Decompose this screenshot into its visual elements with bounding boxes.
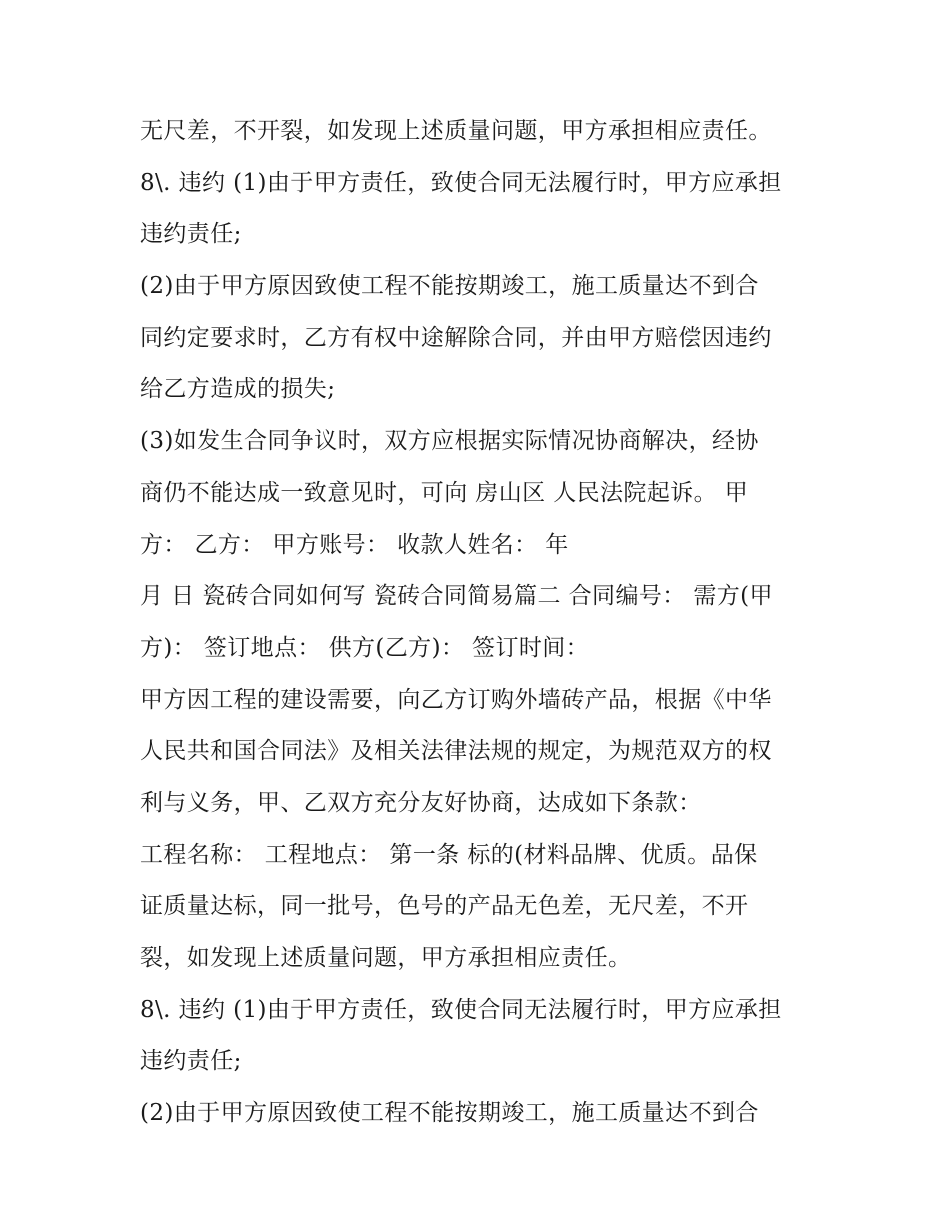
document-body <box>140 106 830 1140</box>
text-line-2: 8\. 违约 (1)由于甲方责任，致使合同无法履行时，甲方应承担 <box>140 169 782 196</box>
text-line-19: 违约责任; <box>140 1048 242 1075</box>
text-line-8: 商仍不能达成一致意见时，可向 房山区 人民法院起诉。 甲 <box>140 479 749 506</box>
text-line-15: 工程名称： 工程地点： 第一条 标的(材料品牌、优质。品保 <box>140 841 758 868</box>
text-line-6: 给乙方造成的损失; <box>140 376 336 403</box>
text-line-14: 利与义务，甲、乙双方充分友好协商，达成如下条款： <box>140 789 702 816</box>
text-line-3: 违约责任; <box>140 221 242 248</box>
text-line-4: (2)由于甲方原因致使工程不能按期竣工，施工质量达不到合 <box>140 273 759 300</box>
text-line-5: 同约定要求时，乙方有权中途解除合同，并由甲方赔偿因违约 <box>140 324 772 351</box>
text-line-9: 方： 乙方： 甲方账号： 收款人姓名： 年 <box>140 531 569 558</box>
text-line-17: 裂，如发现上述质量问题，甲方承担相应责任。 <box>140 945 632 971</box>
text-line-7: (3)如发生合同争议时，双方应根据实际情况协商解决，经协 <box>140 428 759 455</box>
text-line-13: 人民共和国合同法》及相关法律法规的规定，为规范双方的权 <box>140 738 772 765</box>
text-line-10: 月 日 瓷砖合同如何写 瓷砖合同简易篇二 合同编号： 需方(甲 <box>140 583 773 610</box>
text-line-18: 8\. 违约 (1)由于甲方责任，致使合同无法履行时，甲方应承担 <box>140 996 782 1023</box>
text-line-16: 证质量达标，同一批号，色号的产品无色差，无尺差，不开 <box>140 893 749 920</box>
text-line-12: 甲方因工程的建设需要，向乙方订购外墙砖产品，根据《中华 <box>140 686 772 713</box>
text-line-1: 无尺差，不开裂，如发现上述质量问题，甲方承担相应责任。 <box>140 118 772 144</box>
text-line-11: 方)： 签订地点： 供方(乙方)： 签订时间： <box>140 634 590 661</box>
text-line-20: (2)由于甲方原因致使工程不能按期竣工，施工质量达不到合 <box>140 1100 759 1127</box>
